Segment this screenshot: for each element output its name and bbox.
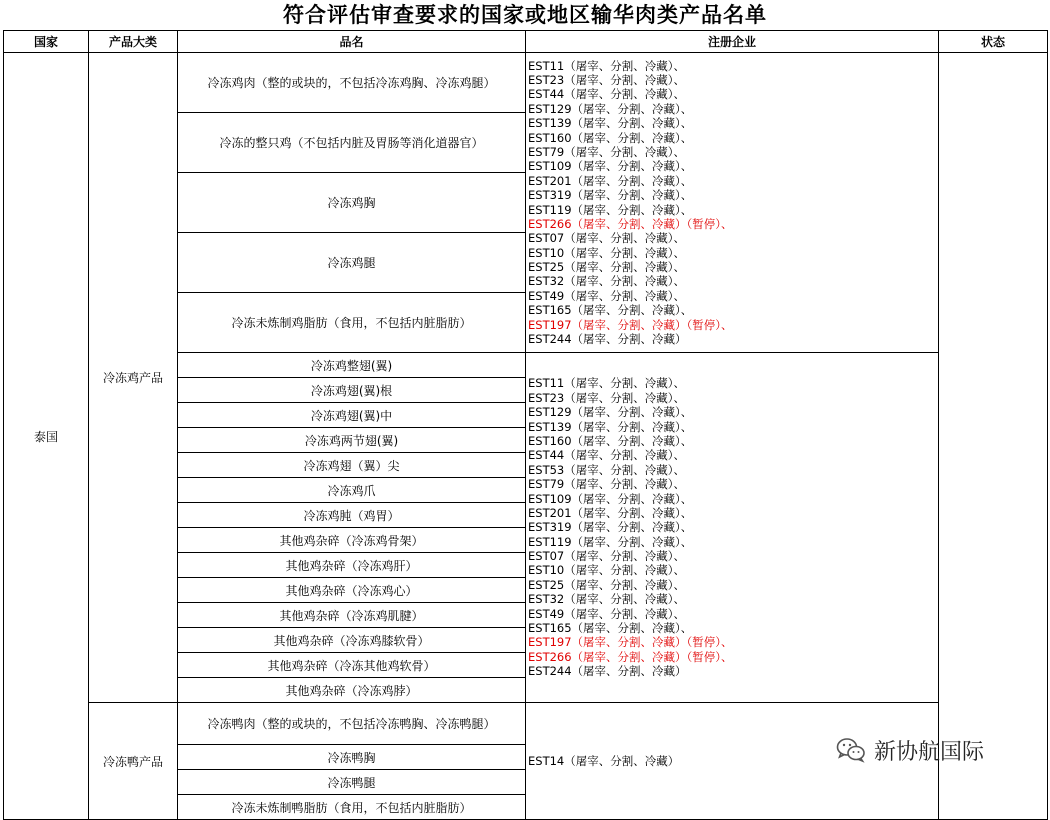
enterprise-entry: EST25（屠宰、分割、冷藏）、 (528, 260, 685, 275)
product-name-cell: 冷冻鸭肉（整的或块的，不包括冷冻鸭胸、冷冻鸭腿） (178, 703, 526, 745)
watermark-text: 新协航国际 (874, 739, 985, 765)
product-name-cell: 冷冻鸭腿 (178, 770, 526, 795)
enterprise-entry: EST129（屠宰、分割、冷藏）、 (528, 405, 693, 420)
enterprise-entry: EST109（屠宰、分割、冷藏）、 (528, 491, 693, 506)
product-name-cell: 冷冻鸭胸 (178, 745, 526, 770)
enterprise-entry: EST129（屠宰、分割、冷藏）、 (528, 101, 693, 116)
enterprise-entry: EST109（屠宰、分割、冷藏）、 (528, 159, 693, 174)
product-name-cell: 冷冻鸡肫（鸡胃） (178, 503, 526, 528)
product-name-cell: 冷冻鸡胸 (178, 173, 526, 233)
product-name-cell: 冷冻鸡爪 (178, 478, 526, 503)
enterprise-entry: EST32（屠宰、分割、冷藏）、 (528, 592, 685, 607)
enterprise-entry: EST197（屠宰、分割、冷藏）（暂停）、 (528, 635, 733, 650)
product-name-cell: 冷冻鸡肉（整的或块的，不包括冷冻鸡胸、冷冻鸡腿） (178, 53, 526, 113)
enterprise-entry: EST119（屠宰、分割、冷藏）、 (528, 534, 693, 549)
enterprise-entry: EST49（屠宰、分割、冷藏）、 (528, 606, 685, 621)
header-row (4, 31, 1048, 53)
enterprise-entry: EST165（屠宰、分割、冷藏）、 (528, 303, 693, 318)
category-cell-chicken: 冷冻鸡产品 (89, 53, 178, 703)
enterprise-entry: EST160（屠宰、分割、冷藏）、 (528, 433, 693, 448)
enterprise-cell (526, 353, 939, 703)
enterprise-entry: EST32（屠宰、分割、冷藏）、 (528, 274, 685, 289)
product-name-cell: 冷冻未炼制鸭脂肪（食用，不包括内脏脂肪） (178, 795, 526, 820)
enterprise-entry: EST79（屠宰、分割、冷藏）、 (528, 477, 685, 492)
status-cell (939, 53, 1048, 820)
enterprise-entry: EST23（屠宰、分割、冷藏）、 (528, 390, 685, 405)
header-status: 状态 (939, 31, 1048, 53)
watermark (836, 733, 984, 767)
enterprise-entry: EST10（屠宰、分割、冷藏）、 (528, 245, 685, 260)
enterprise-entry: EST266（屠宰、分割、冷藏）（暂停）、 (528, 649, 733, 664)
product-name-cell: 冷冻鸡翅(翼)根 (178, 378, 526, 403)
enterprise-entry: EST10（屠宰、分割、冷藏）、 (528, 563, 685, 578)
enterprise-entry: EST201（屠宰、分割、冷藏）、 (528, 505, 693, 520)
enterprise-entry: EST49（屠宰、分割、冷藏）、 (528, 288, 685, 303)
header-category: 产品大类 (89, 31, 178, 53)
enterprise-entry: EST244（屠宰、分割、冷藏） (528, 664, 687, 679)
enterprise-entry: EST201（屠宰、分割、冷藏）、 (528, 173, 693, 188)
enterprise-entry: EST44（屠宰、分割、冷藏）、 (528, 448, 685, 463)
enterprise-entry: EST44（屠宰、分割、冷藏）、 (528, 87, 685, 102)
country-cell: 泰国 (4, 53, 89, 820)
header-product: 品名 (178, 31, 526, 53)
enterprise-entry: EST11（屠宰、分割、冷藏）、 (528, 376, 685, 391)
enterprise-entry: EST197（屠宰、分割、冷藏）（暂停）、 (528, 317, 733, 332)
product-table (3, 30, 1048, 820)
enterprise-entry: EST165（屠宰、分割、冷藏）、 (528, 621, 693, 636)
product-name-cell: 其他鸡杂碎（冷冻鸡心） (178, 578, 526, 603)
enterprise-entry: EST14（屠宰、分割、冷藏） (528, 753, 680, 768)
enterprise-entry: EST139（屠宰、分割、冷藏）、 (528, 419, 693, 434)
enterprise-entry: EST11（屠宰、分割、冷藏）、 (528, 58, 685, 73)
header-country: 国家 (4, 31, 89, 53)
product-name-cell: 其他鸡杂碎（冷冻鸡肌腱） (178, 603, 526, 628)
enterprise-entry: EST139（屠宰、分割、冷藏）、 (528, 116, 693, 131)
document-title: 符合评估审查要求的国家或地区输华肉类产品名单 (283, 2, 767, 27)
enterprise-entry: EST23（屠宰、分割、冷藏）、 (528, 72, 685, 87)
product-name-cell: 冷冻鸡两节翅(翼) (178, 428, 526, 453)
product-name-cell: 冷冻未炼制鸡脂肪（食用，不包括内脏脂肪） (178, 293, 526, 353)
category-cell-duck: 冷冻鸭产品 (89, 703, 178, 820)
product-name-cell: 冷冻鸡腿 (178, 233, 526, 293)
enterprise-entry: EST244（屠宰、分割、冷藏） (528, 332, 687, 347)
product-name-cell: 其他鸡杂碎（冷冻鸡膝软骨） (178, 628, 526, 653)
enterprise-entry: EST266（屠宰、分割、冷藏）（暂停）、 (528, 216, 733, 231)
enterprise-entry: EST07（屠宰、分割、冷藏）、 (528, 549, 685, 564)
product-name-cell: 其他鸡杂碎（冷冻鸡骨架） (178, 528, 526, 553)
wechat-icon (836, 736, 866, 764)
product-name-cell: 冷冻的整只鸡（不包括内脏及胃肠等消化道器官） (178, 113, 526, 173)
enterprise-entry: EST07（屠宰、分割、冷藏）、 (528, 231, 685, 246)
header-enterprise: 注册企业 (526, 31, 939, 53)
enterprise-cell (526, 53, 939, 353)
enterprise-entry: EST79（屠宰、分割、冷藏）、 (528, 144, 685, 159)
enterprise-entry: EST160（屠宰、分割、冷藏）、 (528, 130, 693, 145)
enterprise-entry: EST319（屠宰、分割、冷藏）、 (528, 188, 693, 203)
product-name-cell: 其他鸡杂碎（冷冻鸡脖） (178, 678, 526, 703)
product-name-cell: 冷冻鸡整翅(翼) (178, 353, 526, 378)
product-name-cell: 其他鸡杂碎（冷冻鸡肝） (178, 553, 526, 578)
product-name-cell: 冷冻鸡翅(翼)中 (178, 403, 526, 428)
product-name-cell: 冷冻鸡翅（翼）尖 (178, 453, 526, 478)
enterprise-entry: EST25（屠宰、分割、冷藏）、 (528, 577, 685, 592)
enterprise-entry: EST119（屠宰、分割、冷藏）、 (528, 202, 693, 217)
table-row (4, 53, 1048, 113)
product-name-cell: 其他鸡杂碎（冷冻其他鸡软骨） (178, 653, 526, 678)
enterprise-entry: EST319（屠宰、分割、冷藏）、 (528, 520, 693, 535)
enterprise-entry: EST53（屠宰、分割、冷藏）、 (528, 462, 685, 477)
